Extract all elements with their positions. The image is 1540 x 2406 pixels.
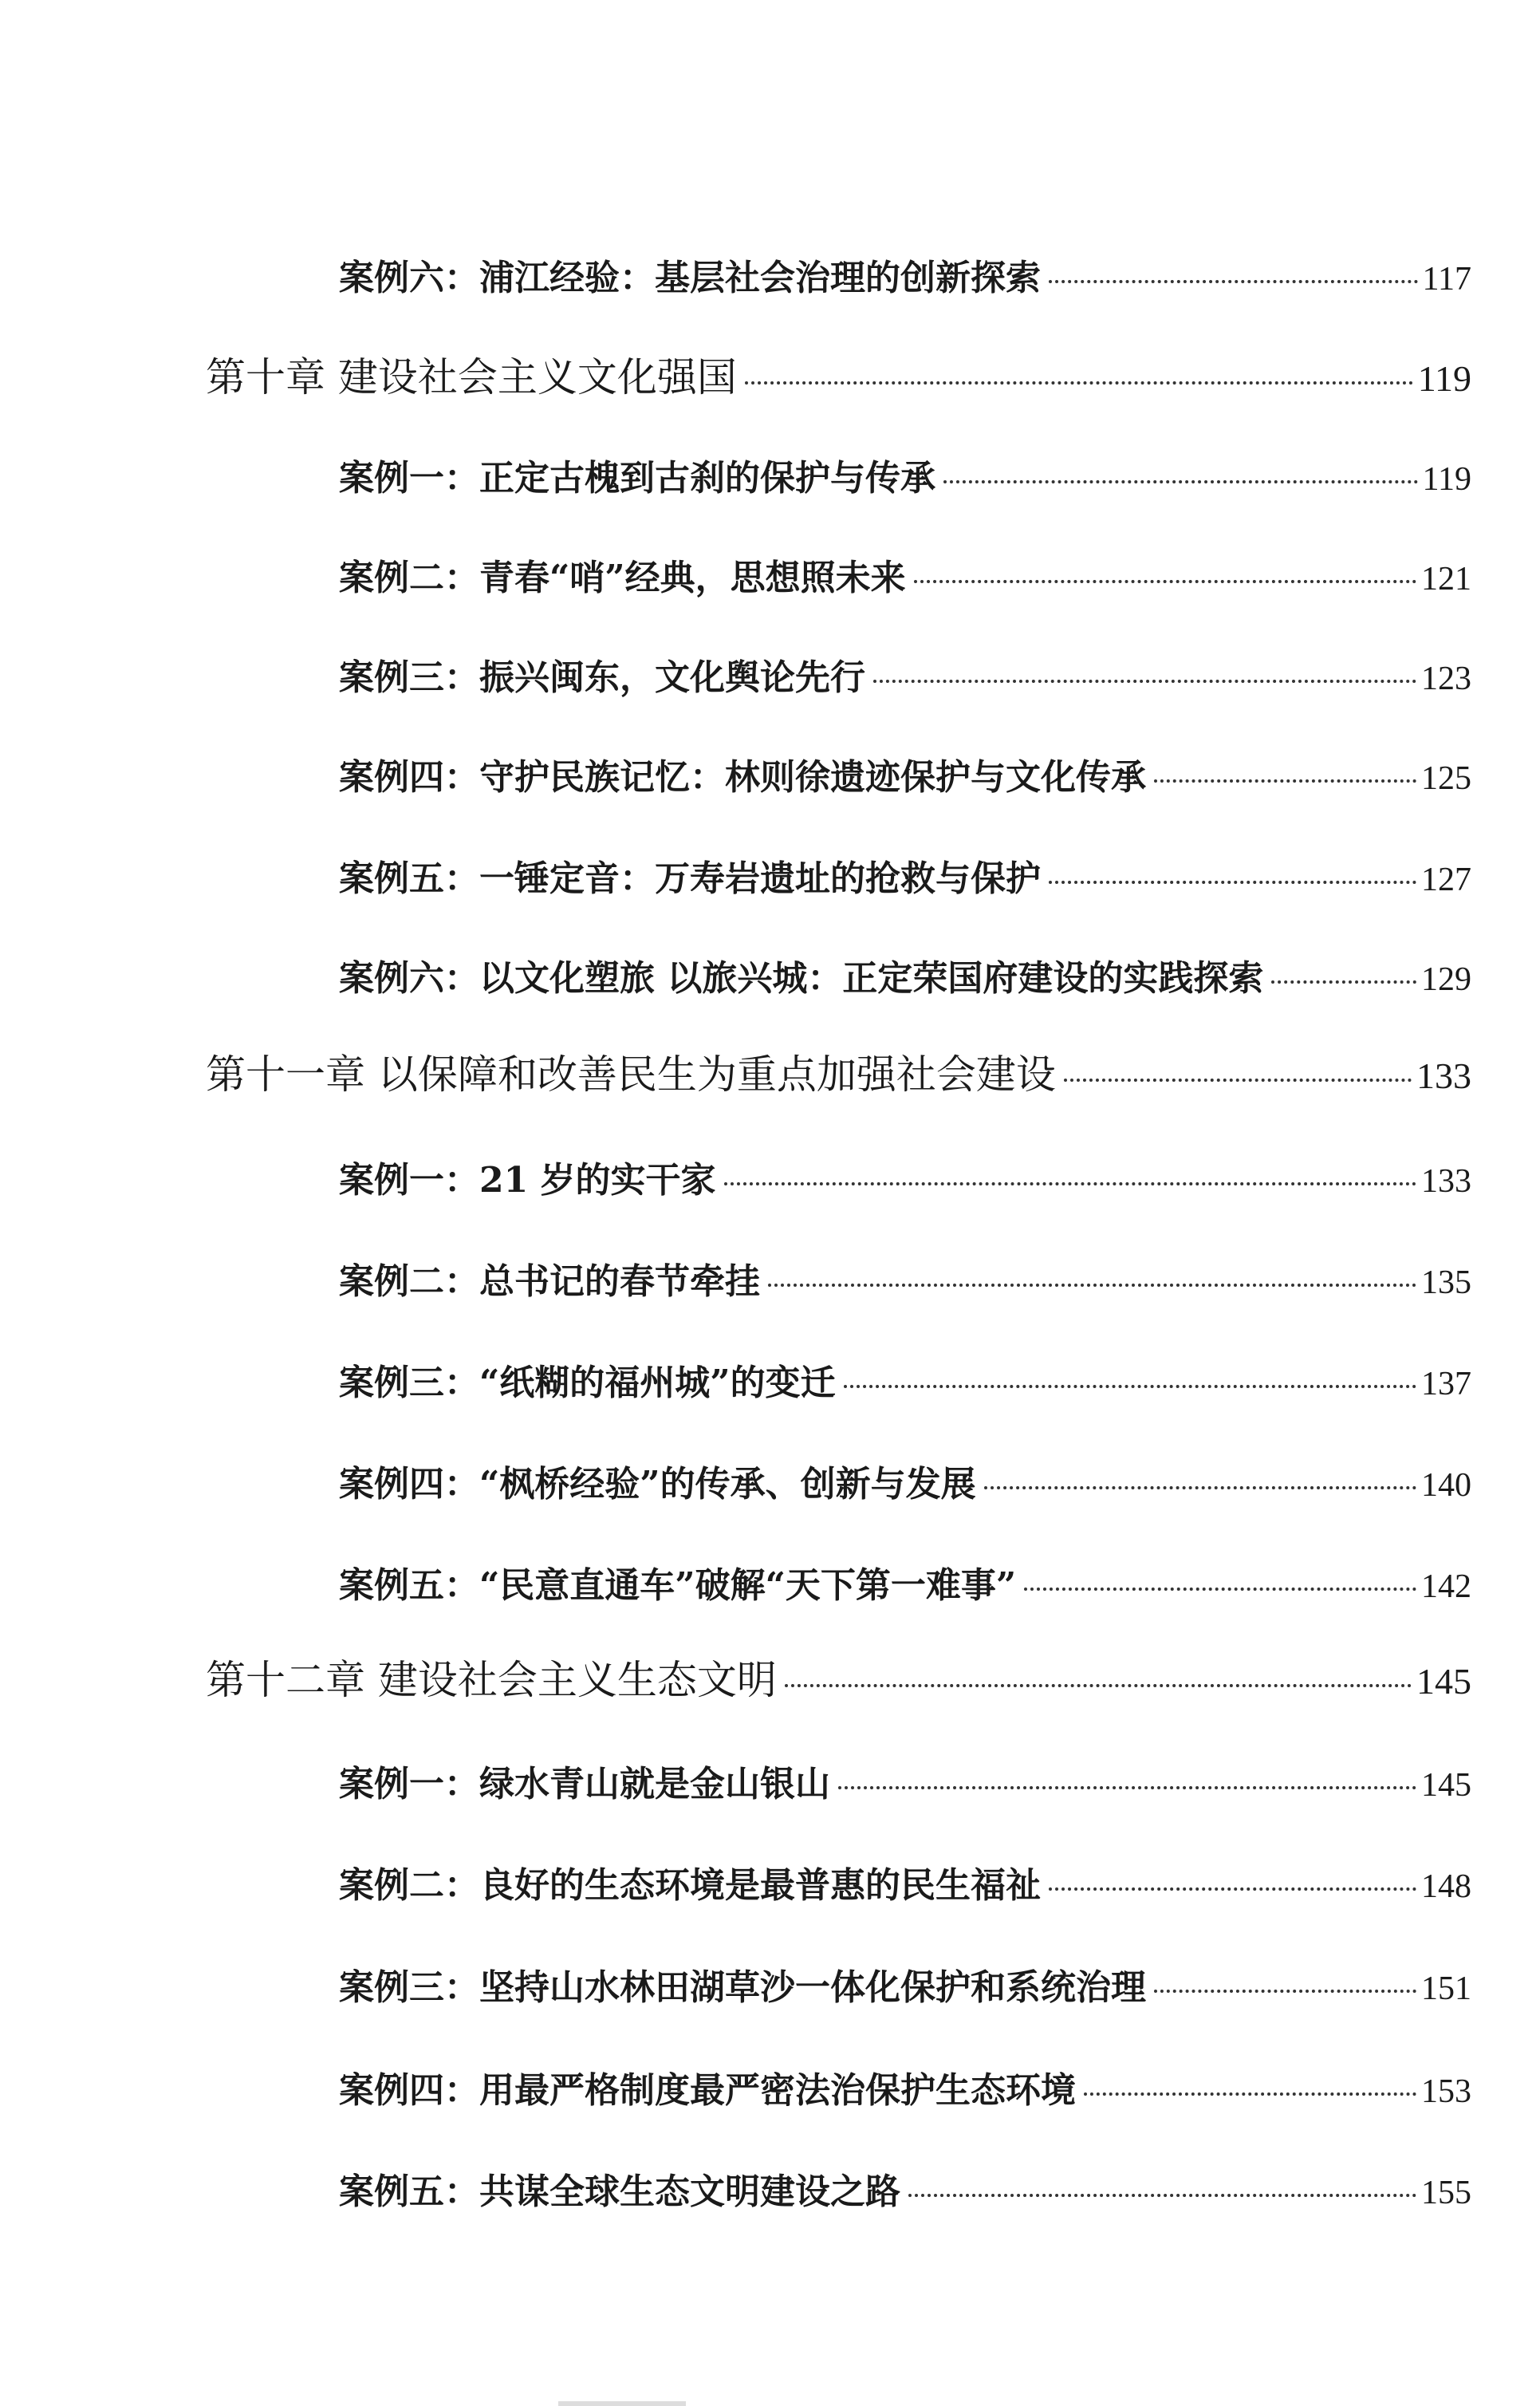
entry-title: 案例五：一锤定音：万寿岩遗址的抢救与保护 <box>339 858 1041 899</box>
entry-page-number: 153 <box>1421 2073 1471 2110</box>
dot-leader <box>908 2194 1416 2197</box>
dot-leader <box>724 1182 1416 1185</box>
entry-title: 案例四：守护民族记忆：林则徐遗迹保护与文化传承 <box>339 757 1146 798</box>
entry-title: 案例三：“纸糊的福州城”的变迁 <box>339 1363 836 1403</box>
dot-leader <box>1271 980 1416 984</box>
dot-leader <box>1024 1588 1416 1591</box>
entry-title: 案例六：浦江经验：基层社会治理的创新探索 <box>339 258 1041 298</box>
toc-entry[interactable] <box>339 1755 1471 1806</box>
toc-entry[interactable] <box>339 549 1471 600</box>
entry-page-number: 145 <box>1416 1661 1471 1702</box>
entry-title: 案例二：青春“哨”经典，思想照未来 <box>339 558 906 598</box>
entry-page-number: 137 <box>1421 1366 1471 1402</box>
toc-entry[interactable] <box>339 1958 1471 2010</box>
entry-title: 案例四：“枫桥经验”的传承、创新与发展 <box>339 1464 976 1505</box>
toc-entry[interactable] <box>339 949 1471 1000</box>
entry-title: 案例三：坚持山水林田湖草沙一体化保护和系统治理 <box>339 1967 1146 2008</box>
chapter-title: 第十章 建设社会主义文化强国 <box>206 354 737 400</box>
entry-page-number: 135 <box>1421 1264 1471 1301</box>
entry-page-number: 123 <box>1421 661 1471 697</box>
entry-page-number: 117 <box>1422 261 1471 298</box>
entry-title: 案例四：用最严格制度最严密法治保护生态环境 <box>339 2070 1076 2111</box>
entry-page-number: 127 <box>1421 862 1471 898</box>
dot-leader <box>844 1385 1416 1388</box>
entry-page-number: 148 <box>1421 1868 1471 1905</box>
toc-entry[interactable] <box>339 1354 1471 1405</box>
entry-page-number: 119 <box>1417 358 1471 399</box>
toc-entry[interactable] <box>339 1252 1471 1304</box>
entry-title: 案例六：以文化塑旅 以旅兴城：正定荣国府建设的实践探索 <box>339 958 1264 999</box>
entry-page-number: 121 <box>1421 561 1471 598</box>
toc-entry[interactable] <box>339 2163 1471 2214</box>
entry-title: 案例二：良好的生态环境是最普惠的民生福祉 <box>339 1865 1041 1906</box>
dot-leader <box>745 381 1413 385</box>
toc-entry[interactable] <box>339 748 1471 799</box>
dot-leader <box>943 480 1418 483</box>
dot-leader <box>1049 1887 1416 1891</box>
entry-title: 案例三：振兴闽东，文化舆论先行 <box>339 657 865 698</box>
entry-title: 案例五：共谋全球生态文明建设之路 <box>339 2171 900 2212</box>
dot-leader <box>914 580 1416 583</box>
dot-leader <box>984 1486 1416 1489</box>
dot-leader <box>838 1786 1416 1789</box>
entry-page-number: 155 <box>1421 2175 1471 2211</box>
toc-entry[interactable] <box>339 1151 1471 1202</box>
entry-title: 案例五：“民意直通车”破解“天下第一难事” <box>339 1565 1017 1606</box>
entry-page-number: 133 <box>1421 1163 1471 1200</box>
toc-entry[interactable] <box>339 649 1471 700</box>
entry-title: 案例二：总书记的春节牵挂 <box>339 1261 760 1302</box>
entry-title: 案例一：正定古槐到古刹的保护与传承 <box>339 458 935 499</box>
entry-page-number: 140 <box>1421 1467 1471 1504</box>
scan-edge-mark <box>558 2401 686 2406</box>
entry-page-number: 119 <box>1422 461 1471 498</box>
toc-chapter-entry[interactable] <box>206 1648 1471 1706</box>
dot-leader <box>1154 779 1416 783</box>
entry-page-number: 129 <box>1421 961 1471 998</box>
dot-leader <box>768 1284 1416 1287</box>
toc-entry[interactable] <box>339 1856 1471 1907</box>
dot-leader <box>1084 2092 1416 2096</box>
toc-entry[interactable] <box>339 249 1471 300</box>
toc-chapter-entry[interactable] <box>206 345 1471 403</box>
dot-leader <box>1049 881 1416 884</box>
entry-page-number: 125 <box>1421 760 1471 797</box>
toc-entry[interactable] <box>339 850 1471 901</box>
entry-page-number: 151 <box>1421 1970 1471 2007</box>
entry-title: 案例一：绿水青山就是金山银山 <box>339 1764 830 1804</box>
toc-entry[interactable] <box>339 1455 1471 1506</box>
toc-entry[interactable] <box>339 2061 1471 2112</box>
chapter-title: 第十二章 建设社会主义生态文明 <box>206 1657 777 1703</box>
dot-leader <box>1154 1990 1416 1993</box>
toc-entry[interactable] <box>339 449 1471 500</box>
entry-page-number: 133 <box>1416 1055 1471 1096</box>
dot-leader <box>1064 1079 1412 1082</box>
toc-entry[interactable] <box>339 1556 1471 1607</box>
entry-title: 案例一：21 岁的实干家 <box>339 1160 716 1201</box>
dot-leader <box>873 680 1416 683</box>
entry-page-number: 142 <box>1421 1568 1471 1605</box>
dot-leader <box>785 1684 1412 1687</box>
chapter-title: 第十一章 以保障和改善民生为重点加强社会建设 <box>206 1051 1056 1098</box>
toc-chapter-entry[interactable] <box>206 1043 1471 1100</box>
dot-leader <box>1049 280 1418 283</box>
entry-page-number: 145 <box>1421 1767 1471 1804</box>
